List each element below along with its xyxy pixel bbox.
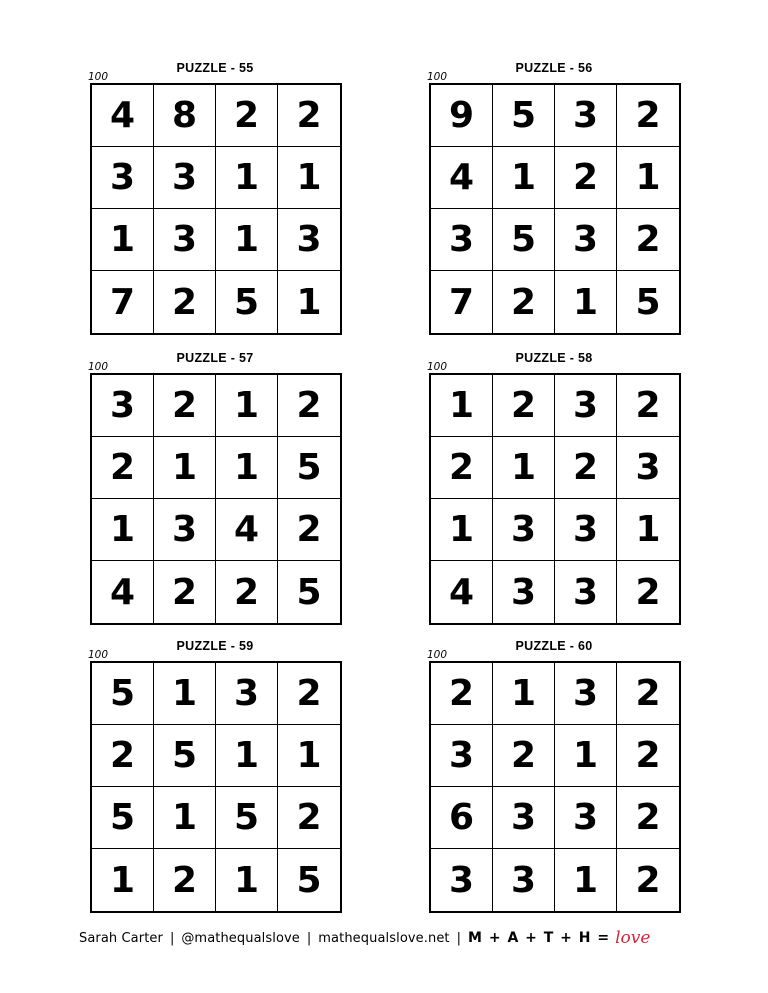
puzzle-title: PUZZLE - 59 bbox=[176, 639, 254, 653]
grid-cell: 4 bbox=[431, 561, 493, 623]
footer-website: mathequalslove.net bbox=[318, 930, 450, 946]
grid-cell: 3 bbox=[431, 209, 493, 271]
grid-cell: 5 bbox=[154, 725, 216, 787]
grid-cell: 1 bbox=[216, 437, 278, 499]
grid-cell: 2 bbox=[617, 787, 679, 849]
grid-cell: 2 bbox=[635, 571, 661, 613]
grid-cell: 2 bbox=[92, 437, 154, 499]
puzzle-target-number: 100 bbox=[88, 361, 109, 373]
grid-cell: 3 bbox=[431, 849, 493, 911]
grid-cell: 3 bbox=[216, 663, 278, 725]
grid-cell: 5 bbox=[493, 209, 555, 271]
grid-cell: 2 bbox=[617, 725, 679, 787]
grid-cell: 1 bbox=[278, 725, 340, 787]
grid-cell: 1 bbox=[216, 849, 278, 911]
grid-cell: 5 bbox=[296, 859, 322, 901]
grid-cell: 3 bbox=[92, 147, 154, 209]
grid-cell: 3 bbox=[555, 209, 617, 271]
grid-cell: 5 bbox=[92, 787, 154, 849]
grid-cell: 1 bbox=[431, 375, 493, 437]
grid-cell: 5 bbox=[92, 663, 154, 725]
puzzle-grid bbox=[90, 83, 342, 335]
grid-cell: 2 bbox=[216, 561, 278, 623]
grid-cell: 3 bbox=[431, 725, 493, 787]
footer bbox=[79, 924, 650, 952]
footer-separator: | bbox=[169, 930, 175, 946]
grid-cell: 1 bbox=[555, 271, 617, 333]
grid-cell: 1 bbox=[216, 209, 278, 271]
puzzle-grid bbox=[90, 661, 342, 913]
grid-cell: 3 bbox=[493, 849, 555, 911]
grid-cell: 2 bbox=[154, 561, 216, 623]
grid-cell: 4 bbox=[216, 499, 278, 561]
grid-cell: 3 bbox=[493, 561, 555, 623]
grid-cell: 3 bbox=[493, 499, 555, 561]
footer-separator: | bbox=[456, 930, 462, 946]
grid-cell: 2 bbox=[278, 85, 340, 147]
puzzle-title: PUZZLE - 60 bbox=[515, 639, 593, 653]
puzzle-grid bbox=[90, 373, 342, 625]
puzzle-title: PUZZLE - 58 bbox=[515, 351, 593, 365]
grid-cell: 2 bbox=[278, 375, 340, 437]
grid-cell: 1 bbox=[154, 663, 216, 725]
grid-cell: 2 bbox=[154, 375, 216, 437]
grid-cell: 9 bbox=[431, 85, 493, 147]
grid-cell: 4 bbox=[92, 561, 154, 623]
grid-cell: 2 bbox=[617, 663, 679, 725]
grid-cell: 2 bbox=[493, 375, 555, 437]
puzzle-target-number: 100 bbox=[88, 649, 109, 661]
grid-cell: 3 bbox=[617, 437, 679, 499]
grid-cell: 1 bbox=[92, 499, 154, 561]
grid-cell: 4 bbox=[92, 85, 154, 147]
grid-cell: 2 bbox=[92, 725, 154, 787]
grid-cell: 2 bbox=[431, 437, 493, 499]
grid-cell: 3 bbox=[92, 375, 154, 437]
grid-cell: 2 bbox=[617, 209, 679, 271]
grid-cell: 2 bbox=[154, 849, 216, 911]
grid-cell: 1 bbox=[617, 147, 679, 209]
puzzle-grid bbox=[429, 661, 681, 913]
grid-cell: 1 bbox=[154, 437, 216, 499]
grid-cell: 3 bbox=[493, 787, 555, 849]
footer-separator: | bbox=[306, 930, 312, 946]
grid-cell: 3 bbox=[555, 499, 617, 561]
puzzle-title: PUZZLE - 55 bbox=[176, 61, 254, 75]
grid-cell: 3 bbox=[154, 499, 216, 561]
grid-cell: 2 bbox=[431, 663, 493, 725]
grid-cell: 7 bbox=[431, 271, 493, 333]
puzzle-title: PUZZLE - 57 bbox=[176, 351, 254, 365]
grid-cell: 2 bbox=[278, 663, 340, 725]
grid-cell: 7 bbox=[92, 271, 154, 333]
grid-cell: 3 bbox=[278, 209, 340, 271]
grid-cell: 2 bbox=[278, 787, 340, 849]
grid-cell: 1 bbox=[278, 147, 340, 209]
grid-cell: 5 bbox=[635, 281, 661, 323]
grid-cell: 3 bbox=[555, 561, 617, 623]
grid-cell: 2 bbox=[493, 725, 555, 787]
grid-cell: 1 bbox=[216, 147, 278, 209]
grid-cell: 8 bbox=[154, 85, 216, 147]
grid-cell: 1 bbox=[92, 209, 154, 271]
grid-cell: 5 bbox=[296, 571, 322, 613]
footer-brand-love: love bbox=[615, 928, 651, 948]
grid-cell: 2 bbox=[555, 437, 617, 499]
grid-cell: 5 bbox=[216, 787, 278, 849]
puzzle-target-number: 100 bbox=[427, 361, 448, 373]
footer-author: Sarah Carter bbox=[79, 930, 163, 946]
grid-cell: 1 bbox=[493, 437, 555, 499]
grid-cell: 2 bbox=[216, 85, 278, 147]
grid-cell: 2 bbox=[154, 271, 216, 333]
puzzle-title: PUZZLE - 56 bbox=[515, 61, 593, 75]
grid-cell: 2 bbox=[635, 859, 661, 901]
grid-cell: 2 bbox=[617, 85, 679, 147]
grid-cell: 1 bbox=[431, 499, 493, 561]
grid-cell: 1 bbox=[296, 281, 322, 323]
grid-cell: 1 bbox=[617, 499, 679, 561]
grid-cell: 3 bbox=[555, 375, 617, 437]
grid-cell: 5 bbox=[216, 271, 278, 333]
grid-cell: 1 bbox=[555, 849, 617, 911]
grid-cell: 1 bbox=[493, 663, 555, 725]
grid-cell: 1 bbox=[154, 787, 216, 849]
grid-cell: 4 bbox=[431, 147, 493, 209]
grid-cell: 3 bbox=[555, 787, 617, 849]
grid-cell: 1 bbox=[216, 725, 278, 787]
puzzle-grid bbox=[429, 373, 681, 625]
puzzle-target-number: 100 bbox=[427, 71, 448, 83]
grid-cell: 3 bbox=[555, 85, 617, 147]
grid-cell: 1 bbox=[92, 849, 154, 911]
puzzle-target-number: 100 bbox=[427, 649, 448, 661]
grid-cell: 1 bbox=[216, 375, 278, 437]
footer-handle: @mathequalslove bbox=[181, 930, 300, 946]
grid-cell: 1 bbox=[555, 725, 617, 787]
grid-cell: 2 bbox=[278, 499, 340, 561]
grid-cell: 2 bbox=[493, 271, 555, 333]
grid-cell: 6 bbox=[431, 787, 493, 849]
grid-cell: 3 bbox=[154, 147, 216, 209]
grid-cell: 5 bbox=[493, 85, 555, 147]
grid-cell: 2 bbox=[555, 147, 617, 209]
footer-brand-math: M + A + T + H = bbox=[468, 930, 611, 946]
puzzle-target-number: 100 bbox=[88, 71, 109, 83]
grid-cell: 3 bbox=[555, 663, 617, 725]
grid-cell: 5 bbox=[278, 437, 340, 499]
grid-cell: 3 bbox=[154, 209, 216, 271]
grid-cell: 1 bbox=[493, 147, 555, 209]
grid-cell: 2 bbox=[617, 375, 679, 437]
puzzle-grid bbox=[429, 83, 681, 335]
